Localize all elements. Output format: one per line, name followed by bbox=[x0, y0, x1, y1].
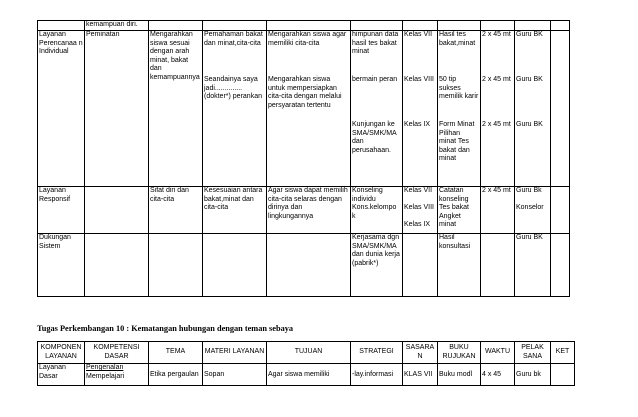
buku-text: Catatan konseling Tes bakat Angket minat bbox=[439, 187, 469, 229]
pelaksana-cell bbox=[515, 31, 551, 187]
kompetensi-cell bbox=[85, 31, 149, 187]
tujuan-cell bbox=[267, 31, 351, 187]
materi-cell bbox=[203, 31, 267, 187]
table-row bbox=[38, 187, 570, 234]
materi-text: Kesesuaian antara bakat,minat dan cita-cita bbox=[204, 187, 263, 212]
tujuan-text: Agar siswa memiliki bbox=[268, 371, 330, 378]
buku-text: Buku modl bbox=[439, 371, 473, 378]
sasaran-cell bbox=[403, 187, 438, 234]
waktu-cell bbox=[481, 187, 515, 234]
pelaksana-text: Guru BK bbox=[516, 121, 543, 128]
materi-text: Pemahaman bakat dan minat,cita-cita bbox=[204, 31, 263, 47]
waktu-text: 2 x 45 mt bbox=[482, 76, 511, 83]
waktu-text: 2 x 45 mt bbox=[482, 31, 511, 38]
strategi-text: bermain peran bbox=[352, 76, 398, 83]
strategi-text: Kunjungan ke SMA/SMK/MA dan perusahaan. bbox=[352, 121, 397, 154]
header-kompetensi: KOMPETENSI DASAR bbox=[85, 342, 149, 364]
sasaran-text: Kelas VII bbox=[404, 31, 433, 38]
kompetensi-cell bbox=[85, 21, 149, 31]
tema-text: Mengarahkan siswa sesuai dengan arah minat, bakat dan kemampuannya bbox=[150, 31, 200, 81]
header-tema: TEMA bbox=[149, 342, 203, 364]
buku-text: Hasil tes bakat,minat bbox=[439, 31, 476, 47]
materi-text: Seandainya saya jadi.............. (dokter*) perankan bbox=[204, 76, 262, 101]
waktu-cell bbox=[481, 364, 515, 386]
header-pelaksana: PELAK SANA bbox=[515, 342, 551, 364]
kompetensi-cell bbox=[85, 364, 149, 386]
layanan-text: Layanan Perencanaa n Individual bbox=[39, 31, 83, 56]
sasaran-text: KLAS VII bbox=[404, 371, 433, 378]
sasaran-cell bbox=[403, 364, 438, 386]
table-row bbox=[38, 31, 570, 187]
sasaran-text: Kelas VIII bbox=[404, 76, 434, 83]
komponen-text: Layanan Dasar bbox=[39, 364, 66, 380]
kompetensi-text: Mempelajari bbox=[86, 372, 125, 380]
header-komponen: KOMPONEN LAYANAN bbox=[38, 342, 85, 364]
strategi-text: Konseling individu Kons.kelompo k bbox=[352, 187, 397, 220]
layanan-cell bbox=[38, 31, 85, 187]
header-row bbox=[38, 342, 575, 364]
header-sasaran: SASARA N bbox=[403, 342, 438, 364]
header-buku: BUKU RUJUKAN bbox=[438, 342, 481, 364]
pelaksana-cell bbox=[515, 187, 551, 234]
strategi-text: Kerjasama dgn SMA/SMK/MA dan dunia kerja (pabrik*) bbox=[352, 234, 400, 267]
tema-cell bbox=[149, 364, 203, 386]
table-row bbox=[38, 364, 575, 386]
sasaran-cell bbox=[403, 31, 438, 187]
waktu-text: 4 x 45 bbox=[482, 371, 502, 378]
kompetensi-text: kemampuan diri. bbox=[86, 21, 138, 28]
strategi-cell bbox=[351, 31, 403, 187]
pelaksana-text: Guru BK bbox=[516, 76, 543, 83]
header-waktu: WAKTU bbox=[481, 342, 515, 364]
pelaksana-cell bbox=[515, 234, 551, 297]
tema-cell bbox=[149, 187, 203, 234]
kompetensi-text: Pengenalan bbox=[86, 364, 124, 371]
buku-text: Form Minat Pilihan minat Tes bakat dan minat bbox=[439, 121, 475, 163]
sasaran-text: Kelas IX bbox=[404, 221, 431, 228]
tujuan-text: Agar siswa dapat memilih cita-cita selaras dengan dirinya dan lingkungannya bbox=[268, 187, 348, 220]
tujuan-text: Mengarahkan siswa agar memiliki cita-cita bbox=[268, 31, 347, 47]
section-heading: Tugas Perkembangan 10 : Kematangan hubungan dengan teman sebaya bbox=[37, 324, 294, 333]
buku-cell bbox=[438, 234, 481, 297]
buku-text: Hasil konsultasi bbox=[439, 234, 471, 250]
materi-text: Sopan bbox=[204, 371, 225, 378]
materi-cell bbox=[203, 187, 267, 234]
upper-program-table bbox=[37, 20, 570, 297]
pelaksana-text: Guru Bk bbox=[516, 187, 542, 194]
waktu-text: 2 x 45 mt bbox=[482, 187, 511, 194]
layanan-cell bbox=[38, 234, 85, 297]
header-tujuan: TUJUAN bbox=[267, 342, 351, 364]
header-ket: KET bbox=[551, 342, 575, 364]
buku-cell bbox=[438, 187, 481, 234]
pelaksana-text: Guru BK bbox=[516, 31, 543, 38]
tema-cell bbox=[149, 31, 203, 187]
waktu-cell bbox=[481, 31, 515, 187]
table-row bbox=[38, 21, 570, 31]
layanan-text: Layanan Responsif bbox=[39, 187, 71, 203]
header-strategi: STRATEGI bbox=[351, 342, 403, 364]
strategi-cell bbox=[351, 364, 403, 386]
table-row bbox=[38, 234, 570, 297]
komponen-cell bbox=[38, 364, 85, 386]
pelaksana-text: Konselor bbox=[516, 204, 544, 211]
materi-cell bbox=[203, 364, 267, 386]
tujuan-cell bbox=[267, 364, 351, 386]
buku-cell bbox=[438, 31, 481, 187]
pelaksana-text: Guru BK bbox=[516, 234, 543, 241]
pelaksana-cell bbox=[515, 364, 551, 386]
sasaran-text: Kelas VII bbox=[404, 187, 433, 194]
strategi-text: -lay.informasi bbox=[352, 371, 394, 378]
layanan-text: Dukungan Sistem bbox=[39, 234, 71, 250]
waktu-text: 2 x 45 mt bbox=[482, 121, 511, 128]
header-materi: MATERI LAYANAN bbox=[203, 342, 267, 364]
sasaran-text: Kelas IX bbox=[404, 121, 431, 128]
tujuan-cell bbox=[267, 187, 351, 234]
layanan-cell bbox=[38, 187, 85, 234]
pelaksana-text: Guru bk bbox=[516, 371, 541, 378]
buku-cell bbox=[438, 364, 481, 386]
tujuan-text: Mengarahkan siswa untuk mempersiapkan cita-cita dengan melalui persyaratan tertentu bbox=[268, 76, 342, 109]
lower-program-table bbox=[37, 341, 575, 386]
strategi-cell bbox=[351, 234, 403, 297]
tema-text: Sifat diri dan cita-cita bbox=[150, 187, 189, 203]
sasaran-text: Kelas VIII bbox=[404, 204, 434, 211]
strategi-cell bbox=[351, 187, 403, 234]
tema-text: Etika pergaulan bbox=[150, 371, 199, 378]
buku-text: 50 tip sukses memilik karir bbox=[439, 76, 479, 101]
strategi-text: himpunan data hasil tes bakat minat bbox=[352, 31, 399, 56]
kompetensi-text: Peminatan bbox=[86, 31, 120, 38]
